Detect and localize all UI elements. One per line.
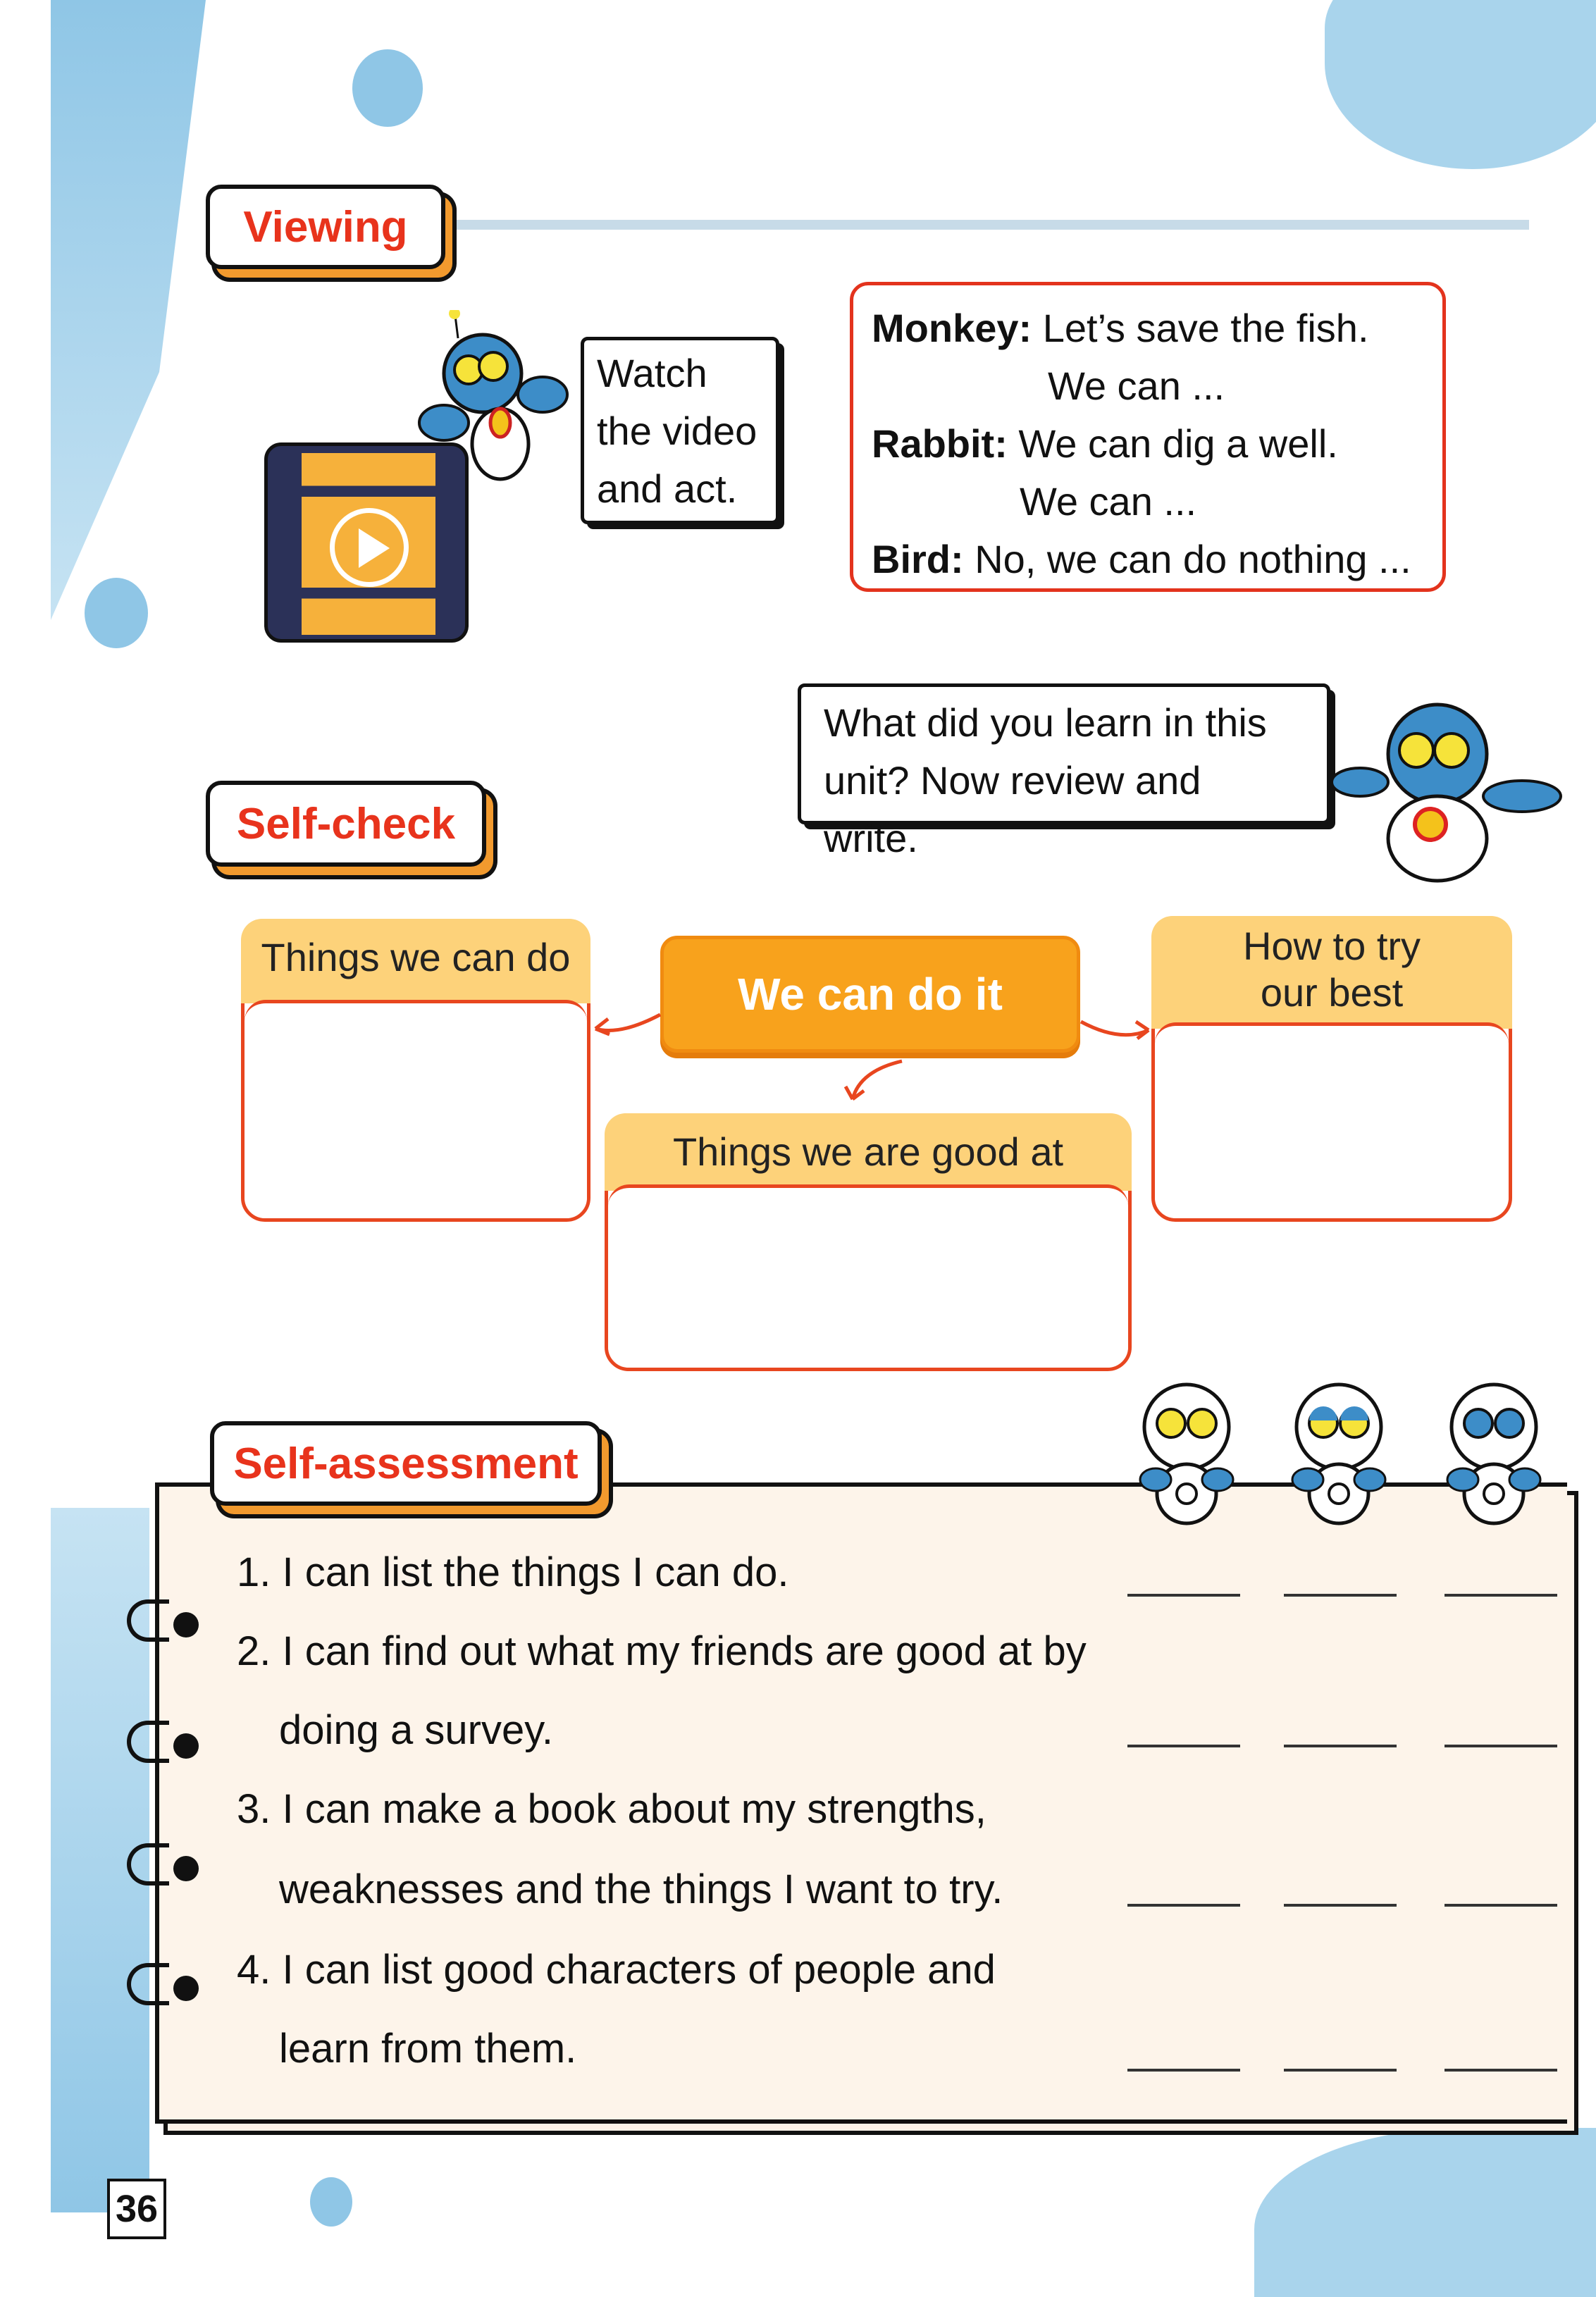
rating-blank[interactable] <box>1445 1745 1557 1747</box>
rating-blank[interactable] <box>1284 1745 1397 1747</box>
assessment-item-1: 1. I can list the things I can do. <box>237 1549 789 1595</box>
binder-hole <box>173 1856 199 1881</box>
viewing-label: Viewing <box>206 185 445 269</box>
rating-blank[interactable] <box>1445 2069 1557 2072</box>
assessment-item-2: 2. I can find out what my friends are good at by <box>237 1628 1087 1674</box>
binder-ring <box>127 1599 169 1642</box>
dialogue-line: Rabbit: We can dig a well. <box>872 421 1338 466</box>
rating-blank[interactable] <box>1284 1904 1397 1907</box>
assessment-item-3-cont: weaknesses and the things I want to try. <box>279 1866 1003 1912</box>
dialogue-line: Bird: No, we can do nothing ... <box>872 537 1411 581</box>
bubble-line: and act. <box>597 466 738 511</box>
rating-faces <box>1120 1374 1571 1529</box>
binder-hole <box>173 1733 199 1759</box>
binder-ring <box>127 1963 169 2005</box>
rating-blank[interactable] <box>1445 1594 1557 1597</box>
page-number: 36 <box>107 2179 166 2239</box>
dialogue-line: Monkey: Let’s save the fish. <box>872 306 1369 350</box>
binder-hole <box>173 1976 199 2001</box>
box-header-line: How to try <box>1242 924 1421 968</box>
binder-ring <box>127 1843 169 1886</box>
box-header-line: our best <box>1260 970 1404 1015</box>
self-check-label: Self-check <box>206 781 486 867</box>
binder-hole <box>173 1612 199 1637</box>
rating-blank[interactable] <box>1127 1904 1240 1907</box>
rating-blank[interactable] <box>1127 1745 1240 1747</box>
self-assessment-label: Self-assessment <box>210 1421 602 1506</box>
assessment-item-4: 4. I can list good characters of people and <box>237 1947 996 1993</box>
assessment-item-4-cont: learn from them. <box>279 2026 577 2072</box>
center-topic: We can do it <box>660 936 1080 1053</box>
sad-face-icon <box>1447 1385 1540 1523</box>
dialogue-line: We can ... <box>1048 364 1225 408</box>
neutral-face-icon <box>1292 1385 1385 1523</box>
bubble-line: unit? Now review and write. <box>824 758 1201 860</box>
box-header: Things we can do <box>241 919 590 1003</box>
assessment-item-2-cont: doing a survey. <box>279 1707 554 1753</box>
bubble-line: the video <box>597 409 757 453</box>
rating-blank[interactable] <box>1127 2069 1240 2072</box>
bubble-line: Watch <box>597 351 707 395</box>
assessment-item-3: 3. I can make a book about my strengths, <box>237 1786 986 1832</box>
rating-blank[interactable] <box>1284 1594 1397 1597</box>
bubble-line: What did you learn in this <box>824 700 1267 745</box>
binder-ring <box>127 1721 169 1763</box>
rating-blank[interactable] <box>1445 1904 1557 1907</box>
box-header: Things we are good at <box>605 1113 1132 1191</box>
rating-blank[interactable] <box>1284 2069 1397 2072</box>
happy-face-icon <box>1140 1385 1233 1523</box>
dialogue-line: We can ... <box>1020 479 1197 524</box>
rating-blank[interactable] <box>1127 1594 1240 1597</box>
